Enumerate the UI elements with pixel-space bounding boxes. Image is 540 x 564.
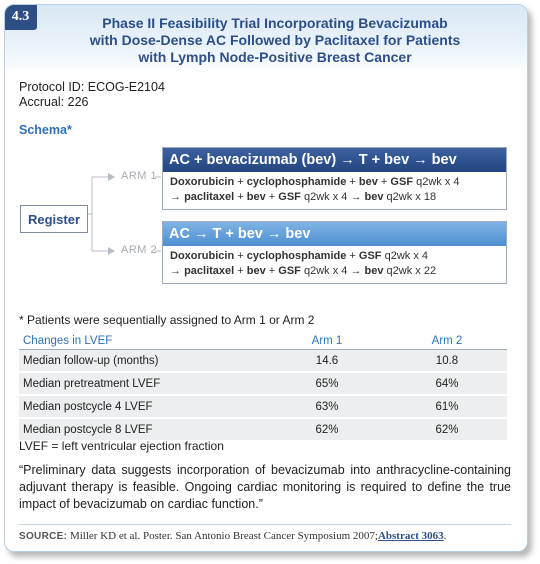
arm2-regimen-line-1: Doxorubicin + cyclophosphamide + GSF q2wk x 4 xyxy=(170,250,429,262)
table-row xyxy=(19,372,507,395)
protocol-id: Protocol ID: ECOG-E2104 xyxy=(19,80,165,94)
arrow-icon: → xyxy=(170,265,181,277)
arm1-regimen-line-2: → paclitaxel + bev + GSF q2wk x 4 → bev q2wk x 18 xyxy=(170,191,437,203)
arm2-label: ARM 2 xyxy=(121,244,158,256)
title-line-1: Phase II Feasibility Trial Incorporating Bevacizumab xyxy=(102,15,448,31)
lvef-table xyxy=(19,332,507,442)
arrow-icon: → xyxy=(170,191,181,203)
table-header-arm2: Arm 2 xyxy=(387,332,507,350)
table-cell: 62% xyxy=(267,418,387,441)
table-cell: 64% xyxy=(387,372,507,395)
table-cell: 10.8 xyxy=(387,350,507,373)
arrow-icon: → xyxy=(350,265,362,277)
source-text: Miller KD et al. Poster. San Antonio Breast Cancer Symposium 2007; xyxy=(69,530,378,542)
arm1-regimen-line-1: Doxorubicin + cyclophosphamide + bev + GSF q2wk x 4 xyxy=(170,176,460,188)
arm1-header: AC + bevacizumab (bev) → T + bev → bev xyxy=(163,148,506,172)
table-cell: Median postcycle 8 LVEF xyxy=(19,418,267,441)
figure-card xyxy=(4,4,528,552)
table-cell: Median postcycle 4 LVEF xyxy=(19,395,267,418)
arm2-box xyxy=(162,221,507,284)
figure-number: 4.3 xyxy=(4,4,37,30)
source-citation xyxy=(19,530,446,542)
table-row xyxy=(19,418,507,441)
table-cell: 61% xyxy=(387,395,507,418)
arm2-regimen xyxy=(163,246,506,283)
arrow-icon: → xyxy=(350,191,362,203)
expert-quote: “Preliminary data suggests incorporation of bevacizumab into anthracycline-containing adjuvant therapy is feasible. Ongoing cardiac monitoring is required to define the true impact of bevacizumab on cardiac function.” xyxy=(19,463,511,511)
source-end: . xyxy=(443,530,447,542)
arm1-regimen xyxy=(163,172,506,209)
assignment-footnote: * Patients were sequentially assigned to Arm 1 or Arm 2 xyxy=(19,313,315,327)
arm1-arrow-icon xyxy=(108,173,115,181)
arm1-label: ARM 1 xyxy=(121,170,158,182)
title-line-2: with Dose-Dense AC Followed by Paclitaxel for Patients xyxy=(89,32,461,48)
accrual: Accrual: 226 xyxy=(19,95,89,109)
table-cell: Median follow-up (months) xyxy=(19,350,267,373)
arm2-regimen-line-2: → paclitaxel + bev + GSF q2wk x 4 → bev q2wk x 22 xyxy=(170,265,437,277)
abbreviation-note: LVEF = left ventricular ejection fraction xyxy=(19,439,224,453)
arm2-header: AC → T + bev → bev xyxy=(163,222,506,246)
title-line-3: with Lymph Node-Positive Breast Cancer xyxy=(138,49,412,65)
register-box: Register xyxy=(20,205,88,233)
schema-label: Schema* xyxy=(19,123,72,137)
table-header-row xyxy=(19,332,507,350)
source-label: SOURCE: xyxy=(19,531,68,542)
table-cell: Median pretreatment LVEF xyxy=(19,372,267,395)
table-cell: 63% xyxy=(267,395,387,418)
abstract-link[interactable]: Abstract 3063 xyxy=(377,530,444,542)
table-header-changes: Changes in LVEF xyxy=(19,332,267,350)
table-header-arm1: Arm 1 xyxy=(267,332,387,350)
table-row xyxy=(19,395,507,418)
table-row xyxy=(19,350,507,373)
table-cell: 65% xyxy=(267,372,387,395)
arm2-arrow-icon xyxy=(108,247,115,255)
table-cell: 14.6 xyxy=(267,350,387,373)
table-cell: 62% xyxy=(387,418,507,441)
source-divider xyxy=(19,524,511,525)
arm1-box xyxy=(162,147,507,210)
